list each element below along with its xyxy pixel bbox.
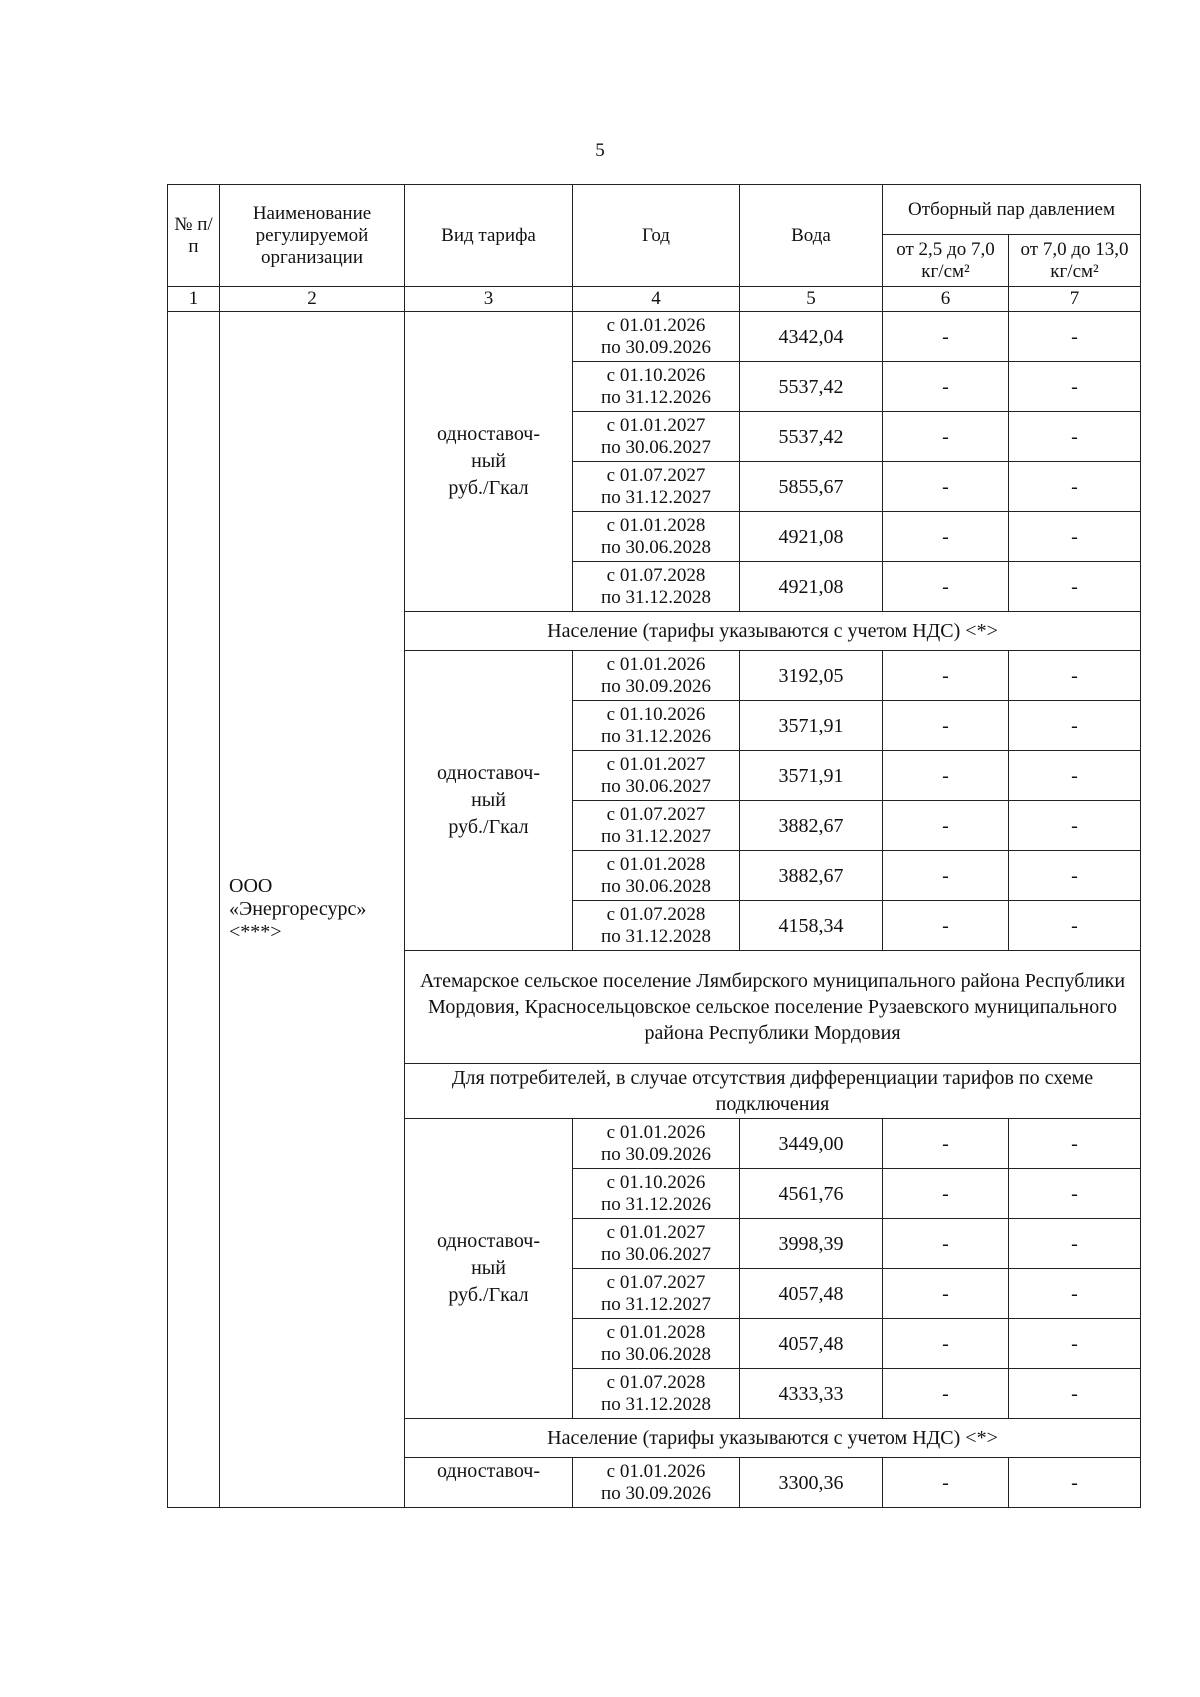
water-value: 3571,91 (740, 701, 883, 751)
steam-low-value: - (883, 312, 1009, 362)
steam-high-value: - (1009, 512, 1141, 562)
population-label: Население (тарифы указываются с учетом НДС) <*> (405, 1419, 1141, 1458)
period-to: по 31.12.2027 (601, 1293, 711, 1315)
steam-high-value: - (1009, 701, 1141, 751)
steam-low-value: - (883, 801, 1009, 851)
tariff-kind-cell (405, 1458, 573, 1508)
water-value: 3449,00 (740, 1119, 883, 1169)
steam-low-value: - (883, 412, 1009, 462)
tariff-kind-line: одноставоч- (436, 1230, 541, 1252)
period-to: по 31.12.2026 (601, 725, 711, 747)
population-label: Население (тарифы указываются с учетом НДС) <*> (405, 612, 1141, 651)
period-from: с 01.07.2027 (606, 1271, 706, 1293)
steam-low-value: - (883, 462, 1009, 512)
organization-name (220, 312, 405, 1508)
period-from: с 01.10.2026 (606, 703, 706, 725)
period-cell (573, 851, 740, 901)
steam-high-value: - (1009, 312, 1141, 362)
col-number-3: 3 (405, 287, 573, 312)
steam-high-value: - (1009, 1269, 1141, 1319)
steam-low-value: - (883, 651, 1009, 701)
period-to: по 31.12.2028 (601, 1393, 711, 1415)
period-cell (573, 751, 740, 801)
tariff-kind-line: одноставоч- (436, 1460, 541, 1482)
period-from: с 01.01.2027 (606, 414, 706, 436)
column-number-row (168, 287, 1141, 312)
tariff-kind-line: ный (471, 789, 506, 811)
period-from: с 01.07.2027 (606, 803, 706, 825)
water-value: 3882,67 (740, 801, 883, 851)
tariff-kind-cell (405, 1119, 573, 1419)
steam-high-value: - (1009, 1369, 1141, 1419)
tariff-kind-line: руб./Гкал (448, 1284, 529, 1306)
period-to: по 31.12.2026 (601, 1193, 711, 1215)
col-number-7: 7 (1009, 287, 1141, 312)
period-to: по 30.06.2028 (601, 875, 711, 897)
water-value: 4057,48 (740, 1269, 883, 1319)
period-to: по 31.12.2026 (601, 386, 711, 408)
header-num: № п/п (168, 185, 220, 287)
steam-low-value: - (883, 1219, 1009, 1269)
period-to: по 30.06.2027 (601, 1243, 711, 1265)
steam-low-value: - (883, 751, 1009, 801)
period-cell (573, 512, 740, 562)
steam-high-value: - (1009, 1219, 1141, 1269)
period-cell (573, 1269, 740, 1319)
period-from: с 01.07.2028 (606, 1371, 706, 1393)
water-value: 4342,04 (740, 312, 883, 362)
steam-low-value: - (883, 1169, 1009, 1219)
territory-label: Атемарское сельское поселение Лямбирского муниципального района Республики Мордовия, Красносельцовское сельское поселение Рузаевского муниципального района Республики Мордовия (405, 951, 1141, 1064)
period-from: с 01.01.2026 (606, 1460, 706, 1482)
period-to: по 31.12.2028 (601, 925, 711, 947)
water-value: 4561,76 (740, 1169, 883, 1219)
period-cell (573, 362, 740, 412)
col-number-5: 5 (740, 287, 883, 312)
period-to: по 30.06.2027 (601, 775, 711, 797)
tariff-kind-line: руб./Гкал (448, 477, 529, 499)
steam-low-value: - (883, 901, 1009, 951)
tariff-kind-cell (405, 312, 573, 612)
steam-low-value: - (883, 1319, 1009, 1369)
period-from: с 01.10.2026 (606, 364, 706, 386)
tariff-kind-line: одноставоч- (436, 423, 541, 445)
period-from: с 01.01.2028 (606, 1321, 706, 1343)
steam-low-value: - (883, 562, 1009, 612)
water-value: 3998,39 (740, 1219, 883, 1269)
steam-high-value: - (1009, 462, 1141, 512)
steam-high-value: - (1009, 1458, 1141, 1508)
period-to: по 30.06.2027 (601, 436, 711, 458)
period-cell (573, 701, 740, 751)
header-kind: Вид тарифа (405, 185, 573, 287)
header-steam-low: от 2,5 до 7,0 кг/см² (883, 235, 1009, 287)
steam-high-value: - (1009, 801, 1141, 851)
steam-high-value: - (1009, 651, 1141, 701)
period-from: с 01.07.2028 (606, 903, 706, 925)
steam-high-value: - (1009, 562, 1141, 612)
water-value: 5537,42 (740, 362, 883, 412)
header-water: Вода (740, 185, 883, 287)
steam-high-value: - (1009, 1169, 1141, 1219)
water-value: 3192,05 (740, 651, 883, 701)
steam-high-value: - (1009, 412, 1141, 462)
period-from: с 01.01.2026 (606, 1121, 706, 1143)
period-cell (573, 412, 740, 462)
period-cell (573, 312, 740, 362)
steam-low-value: - (883, 1119, 1009, 1169)
water-value: 3882,67 (740, 851, 883, 901)
col-number-1: 1 (168, 287, 220, 312)
period-cell (573, 1319, 740, 1369)
period-cell (573, 1169, 740, 1219)
water-value: 3571,91 (740, 751, 883, 801)
period-to: по 31.12.2028 (601, 586, 711, 608)
period-from: с 01.07.2028 (606, 564, 706, 586)
steam-high-value: - (1009, 851, 1141, 901)
steam-high-value: - (1009, 1119, 1141, 1169)
water-value: 4158,34 (740, 901, 883, 951)
steam-low-value: - (883, 512, 1009, 562)
water-value: 4333,33 (740, 1369, 883, 1419)
period-from: с 01.07.2027 (606, 464, 706, 486)
water-value: 5855,67 (740, 462, 883, 512)
period-cell (573, 1119, 740, 1169)
period-from: с 01.01.2026 (606, 314, 706, 336)
tariff-row (168, 312, 1141, 362)
period-from: с 01.01.2027 (606, 753, 706, 775)
col-number-4: 4 (573, 287, 740, 312)
organization-name-line: ООО (229, 875, 273, 897)
period-cell (573, 651, 740, 701)
steam-low-value: - (883, 362, 1009, 412)
header-steam: Отборный пар давлением (883, 185, 1141, 235)
period-to: по 30.09.2026 (601, 1143, 711, 1165)
water-value: 5537,42 (740, 412, 883, 462)
row-number-cell (168, 312, 220, 1508)
period-cell (573, 801, 740, 851)
header-steam-high: от 7,0 до 13,0 кг/см² (1009, 235, 1141, 287)
period-to: по 30.06.2028 (601, 536, 711, 558)
period-from: с 01.01.2028 (606, 514, 706, 536)
period-to: по 30.09.2026 (601, 675, 711, 697)
consumers-label: Для потребителей, в случае отсутствия дифференциации тарифов по схеме подключения (405, 1064, 1141, 1119)
tariff-kind-line: руб./Гкал (448, 816, 529, 838)
water-value: 4921,08 (740, 512, 883, 562)
steam-high-value: - (1009, 362, 1141, 412)
steam-low-value: - (883, 851, 1009, 901)
steam-low-value: - (883, 701, 1009, 751)
tariff-kind-line: ный (471, 1257, 506, 1279)
tariff-kind-line: ный (471, 450, 506, 472)
period-from: с 01.01.2028 (606, 853, 706, 875)
steam-low-value: - (883, 1269, 1009, 1319)
period-to: по 31.12.2027 (601, 486, 711, 508)
tariff-kind-cell (405, 651, 573, 951)
period-from: с 01.10.2026 (606, 1171, 706, 1193)
period-cell (573, 562, 740, 612)
water-value: 4921,08 (740, 562, 883, 612)
page-number: 5 (595, 140, 605, 161)
period-to: по 31.12.2027 (601, 825, 711, 847)
period-cell (573, 901, 740, 951)
organization-name-line: «Энергоресурс» (229, 898, 367, 920)
water-value: 4057,48 (740, 1319, 883, 1369)
col-number-2: 2 (220, 287, 405, 312)
period-cell (573, 1458, 740, 1508)
period-from: с 01.01.2026 (606, 653, 706, 675)
period-to: по 30.09.2026 (601, 1482, 711, 1504)
period-cell (573, 462, 740, 512)
organization-name-line: <***> (229, 921, 282, 943)
period-to: по 30.06.2028 (601, 1343, 711, 1365)
steam-high-value: - (1009, 751, 1141, 801)
header-org: Наименование регулируемой организации (220, 185, 405, 287)
period-cell (573, 1369, 740, 1419)
tariff-kind-line: одноставоч- (436, 762, 541, 784)
period-from: с 01.01.2027 (606, 1221, 706, 1243)
steam-high-value: - (1009, 1319, 1141, 1369)
col-number-6: 6 (883, 287, 1009, 312)
period-cell (573, 1219, 740, 1269)
period-to: по 30.09.2026 (601, 336, 711, 358)
steam-low-value: - (883, 1458, 1009, 1508)
steam-low-value: - (883, 1369, 1009, 1419)
steam-high-value: - (1009, 901, 1141, 951)
header-year: Год (573, 185, 740, 287)
tariff-table (167, 184, 1141, 1508)
water-value: 3300,36 (740, 1458, 883, 1508)
